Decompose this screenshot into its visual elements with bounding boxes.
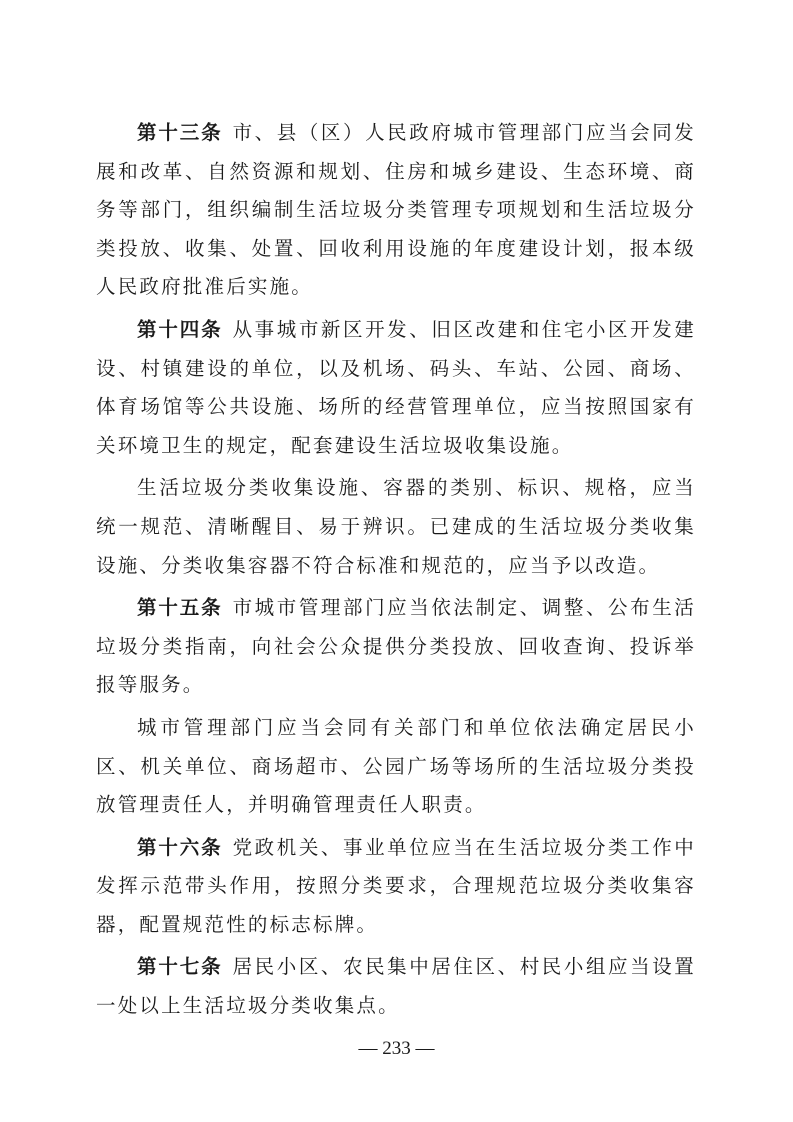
paragraph-article-14 (96, 311, 696, 465)
paragraph-article-14-clause-2 (96, 469, 696, 585)
page-number: — 233 — (358, 1038, 435, 1059)
paragraph-article-15-clause-2 (96, 709, 696, 825)
paragraph-article-13 (96, 114, 696, 307)
paragraph-article-16 (96, 829, 696, 945)
article-number: 第十六条 (137, 835, 223, 859)
article-number: 第十七条 (137, 955, 223, 979)
paragraph-article-17 (96, 948, 696, 1025)
paragraph-text: 市城市管理部门应当依法制定、调整、公布生活垃圾分类指南，向社会公众提供分类投放、回收查询、投诉举报等服务。 (96, 596, 696, 697)
paragraph-text: 城市管理部门应当会同有关部门和单位依法确定居民小区、机关单位、商场超市、公园广场等场所的生活垃圾分类投放管理责任人，并明确管理责任人职责。 (96, 715, 696, 817)
paragraph-text: 党政机关、事业单位应当在生活垃圾分类工作中发挥示范带头作用，按照分类要求，合理规范垃圾分类收集容器，配置规范性的标志标牌。 (96, 835, 696, 936)
paragraph-text: 从事城市新区开发、旧区改建和住宅小区开发建设、村镇建设的单位，以及机场、码头、车站、公园、商场、体育场馆等公共设施、场所的经营管理单位，应当按照国家有关环境卫生的规定，配套建设生活垃圾收集设施。 (96, 317, 696, 457)
paragraph-article-15 (96, 589, 696, 705)
article-number: 第十四条 (137, 317, 223, 341)
paragraph-text: 市、县（区）人民政府城市管理部门应当会同发展和改革、自然资源和规划、住房和城乡建设、生态环境、商务等部门，组织编制生活垃圾分类管理专项规划和生活垃圾分类投放、收集、处置、回收利用设施的年度建设计划，报本级人民政府批准后实施。 (96, 121, 696, 299)
article-number: 第十三条 (137, 121, 223, 144)
paragraph-text: 居民小区、农民集中居住区、村民小组应当设置一处以上生活垃圾分类收集点。 (96, 955, 696, 1018)
paragraph-text: 生活垃圾分类收集设施、容器的类别、标识、规格，应当统一规范、清晰醒目、易于辨识。已建成的生活垃圾分类收集设施、分类收集容器不符合标准和规范的，应当予以改造。 (96, 476, 696, 577)
body-text (96, 114, 696, 1030)
article-number: 第十五条 (137, 596, 223, 620)
